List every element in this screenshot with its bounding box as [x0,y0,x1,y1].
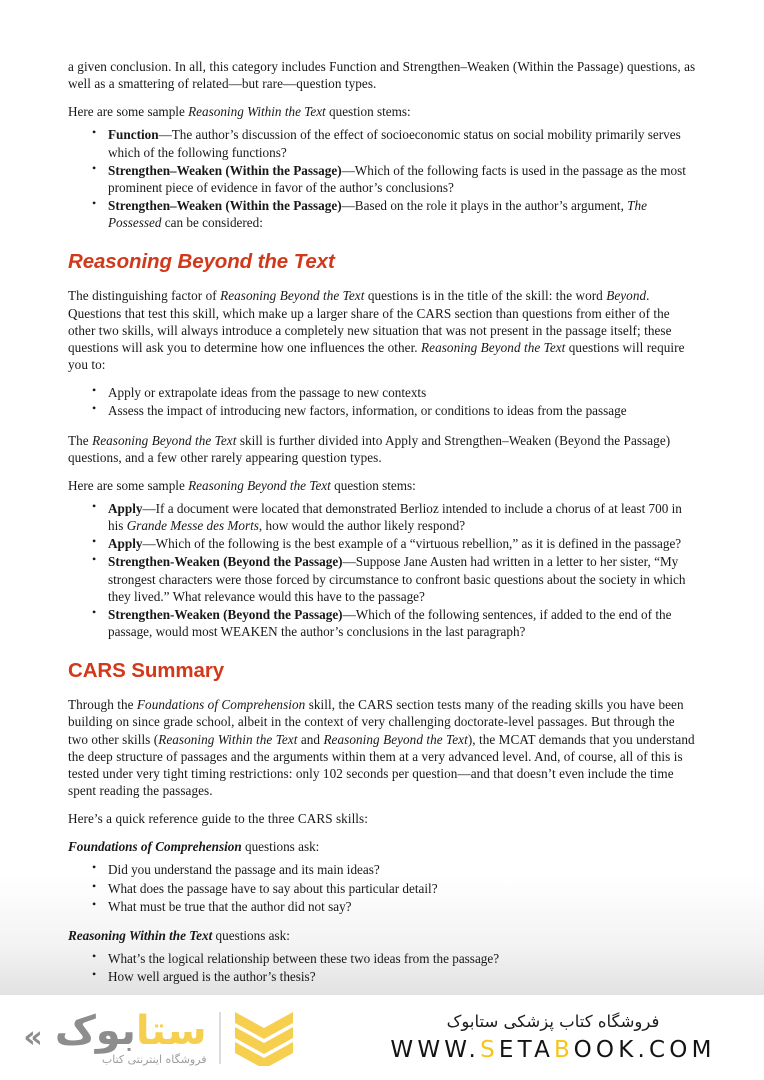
within-text-question-list [68,950,698,985]
bullet-text: Which of the following facts is used in the passage as the most prominent piece of evidence in favor of the author’s conclusions? [108,162,686,195]
bullet-text: Suppose Jane Austen had written in a letter to her sister, “My strongest characters were those forced by circumstance to confront basic questions about the society in which they lived.” What relevance would this have to the passage? [108,554,686,604]
logo-divider [219,1012,221,1064]
bullet-text-pre: Based on the role it plays in the author’s argument, [354,198,628,214]
list-item [106,535,698,552]
paragraph-beyond-divided [68,432,698,466]
text-run: skill, the CARS section tests many of the reading skills you have been building on since grade school, albeit in the context of very challenging doctorate-level passages. But through the two other skills ( [68,697,684,747]
url-prefix: WWW. [390,1037,481,1063]
bullet-dash: — [142,500,156,516]
text-italic-run: Reasoning Beyond the Text [220,288,365,304]
list-item: • How well argued is the author’s thesis? [106,968,698,985]
beyond-bullet-list [68,500,698,640]
bullet-label: Strengthen–Weaken (Within the Passage) [108,162,342,178]
text-run: questions will require you to: [68,339,685,373]
bullet-text: Which of the following sentences, if added to the end of the passage, would most WEAKEN the author’s conclusions in the last paragraph? [108,606,672,640]
bullet-label: Strengthen–Weaken (Within the Passage) [108,198,342,214]
logo-brand-gray-part: بوک [54,1007,136,1054]
list-item: • What’s the logical relationship between these two ideas from the passage? [106,950,698,967]
bullet-dash: — [341,162,355,178]
url-suffix: OOK.COM [573,1037,716,1063]
url-letters-eta: ETA [498,1037,555,1063]
bullet-dash: — [142,536,156,552]
reference-heading-foundations [68,838,698,855]
skill-suffix: questions ask: [212,927,290,943]
paragraph-continued-intro: a given conclusion. In all, this category includes Function and Strengthen–Weaken (Within the Passage) questions, as well as a smattering of related—but rare—question types. [68,59,696,92]
brand-persian-title: فروشگاه کتاب پزشکی ستابوک [446,1012,660,1031]
skill-suffix: questions ask: [241,839,320,855]
text-italic-run: Beyond [606,288,647,304]
lead-prefix: Here are some sample [68,104,189,120]
bullet-dash: — [342,606,356,622]
text-italic-run: Reasoning Beyond the Text [323,731,468,747]
list-item [106,126,698,160]
heading-reasoning-beyond-the-text: Reasoning Beyond the Text [68,250,335,274]
text-run: The [68,432,93,448]
heading-cars-summary: CARS Summary [68,659,225,683]
setabook-logo[interactable] [0,995,330,1080]
bullet-text-post: can be considered: [161,215,263,231]
skill-name: Reasoning Within the Text [68,927,213,943]
list-item: • Apply or extrapolate ideas from the passage to new contexts [106,384,698,401]
text-italic-run: Reasoning Beyond the Text [92,432,237,448]
logo-brand-text [54,1007,207,1054]
skill-name: Foundations of Comprehension [68,839,242,855]
within-text-bullet-list [68,126,698,231]
list-item: • What does the passage have to say about this particular detail? [106,880,698,897]
text-italic-run: Reasoning Within the Text [158,731,298,747]
bullet-text-post: , how would the author likely respond? [258,518,466,534]
bullet-text-italic: The Possessed [108,198,647,231]
bullet-label: Strengthen-Weaken (Beyond the Passage) [108,606,343,622]
bullet-dash: — [158,127,172,143]
bullet-label: Function [108,127,159,143]
lead-skill-name: Reasoning Within the Text [188,104,326,120]
brand-website-url[interactable] [390,1037,715,1063]
text-run: skill is further divided into Apply and Strengthen–Weaken (Beyond the Passage) questions, and a few other rarely appearing question types. [68,432,671,465]
beyond-stems-lead [68,477,698,494]
bullet-text: The author’s discussion of the effect of socioeconomic status on social mobility primarily serves which of the following functions? [108,127,681,160]
text-run: questions is in the title of the skill: the word [364,288,607,304]
text-run: The distinguishing factor of [68,288,221,304]
text-run: question stems: [330,477,416,493]
bullet-dash: — [341,198,355,214]
text-run: Through the [68,697,137,713]
bullet-text-italic: Grande Messe des Morts [126,518,259,534]
list-item [106,197,698,231]
setabook-brand-text-block[interactable] [336,995,764,1080]
url-letter-s: S [480,1037,499,1063]
bullet-dash: — [342,554,356,570]
within-text-stems-lead [68,103,698,120]
url-letter-b: B [554,1037,574,1063]
bullet-text: Which of the following is the best example of a “virtuous rebellion,” as it is defined in the passage? [155,536,682,552]
foundations-question-list [68,861,698,914]
text-italic-run: Foundations of Comprehension [136,697,306,713]
double-chevron-left-icon: « [23,1019,43,1055]
triple-chevron-down-icon [233,1010,295,1066]
list-item [106,553,698,604]
bullet-label: Apply [108,536,143,552]
bullet-label: Apply [108,500,143,516]
lead-suffix: question stems: [325,104,411,120]
logo-tagline: فروشگاه اینترنتی کتاب [101,1052,207,1066]
paragraph-quick-reference: Here’s a quick reference guide to the three CARS skills: [68,811,368,827]
bullet-text-pre: If a document were located that demonstrated Berlioz intended to include a chorus of at least 700 in his [108,500,682,534]
logo-brand-yellow-part: ستا [135,1007,207,1054]
list-item [106,606,698,640]
paragraph-beyond-intro [68,287,698,373]
text-run: . Questions that test this skill, which make up a larger share of the CARS section than questions from either of the other two skills, will always introduce a completely new situation that was not present in the passage itself; these questions will ask you to determine how one influences the other. [68,288,672,355]
text-run: Here are some sample [68,477,189,493]
list-item: • What must be true that the author did not say? [106,898,698,915]
logo-wordmark [54,1007,207,1066]
footer-banner [0,995,764,1080]
paragraph-cars-summary [68,696,698,799]
text-run: and [297,731,324,747]
text-run: ), the MCAT demands that you understand the deep structure of passages and the arguments within them at a very advanced level. And, of course, all of this is tested under very tight timing restrictions: only 102 seconds per question—and that doesn’t even include the time spent reading the passages. [68,731,695,798]
list-item [106,162,698,196]
text-italic-run: Reasoning Beyond the Text [421,339,566,355]
bullet-label: Strengthen-Weaken (Beyond the Passage) [108,554,343,570]
list-item [106,500,698,534]
list-item: • Assess the impact of introducing new factors, information, or conditions to ideas from the passage [106,402,698,419]
beyond-requirements-list [68,384,698,419]
text-italic-run: Reasoning Beyond the Text [188,477,331,493]
list-item: • Did you understand the passage and its main ideas? [106,861,698,878]
reference-heading-within-text [68,927,698,944]
